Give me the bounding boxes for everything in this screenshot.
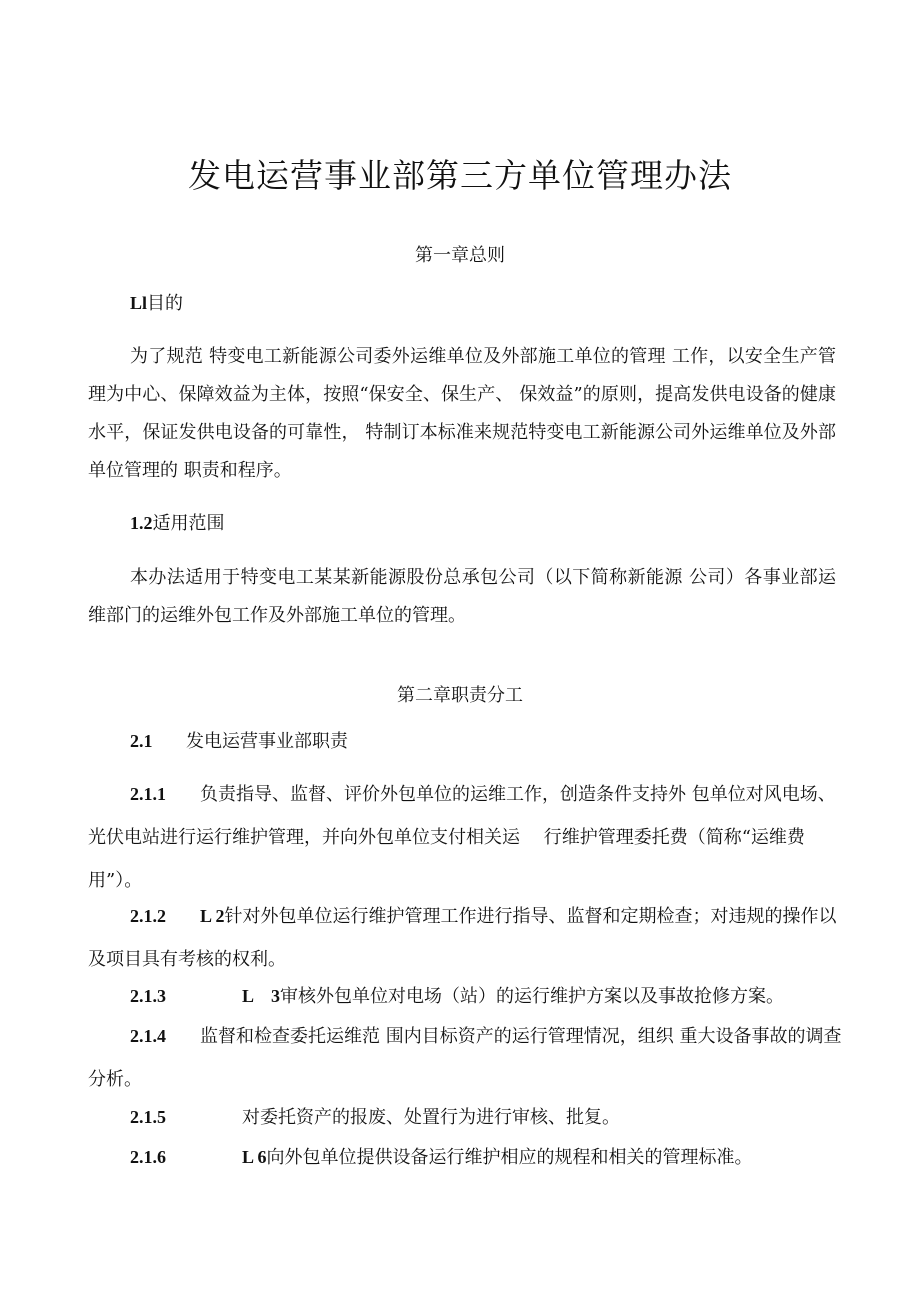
- section-label: 目的: [147, 293, 184, 314]
- clause-text: 向外包单位提供设备运行维护相应的规程和相关的管理标准。: [266, 1147, 753, 1168]
- clause-number: 2.1.1: [130, 784, 166, 804]
- clause-text: 监督和检查委托运维范 围内目标资产的运行管理情况，组织 重大设备事故的调查分析。: [88, 1026, 842, 1090]
- document-title: 发电运营事业部第三方单位管理办法: [188, 156, 732, 195]
- section-number: Ll: [130, 293, 148, 313]
- section-number: 2.1: [130, 731, 153, 751]
- clause-text: 负责指导、监督、评价外包单位的运维工作，创造条件支持外 包单位对风电场、光伏电站进行运行维护管理，并向外包单位支付相关运 行维护管理委托费（简称“运维费用”）。: [88, 784, 836, 891]
- clause-text: 针对外包单位运行维护管理工作进行指导、监督和定期检查；对违规的操作以及项目具有考核的权利。: [88, 906, 837, 970]
- clause-number: 2.1.2: [130, 906, 166, 926]
- section-1-2-paragraph: 本办法适用于特变电工某某新能源股份总承包公司（以下简称新能源 公司）各事业部运维部门的运维外包工作及外部施工单位的管理。: [88, 567, 836, 626]
- chapter-1-heading: 第一章总则: [415, 245, 505, 266]
- clause-2-1-5: [88, 1096, 848, 1139]
- section-label: 适用范围: [152, 513, 225, 534]
- clause-number: 2.1.4: [130, 1026, 166, 1046]
- clause-subnumber: L 6: [242, 1147, 267, 1167]
- clause-subnumber: L 3: [242, 986, 281, 1006]
- clause-text: 对委托资产的报废、处置行为进行审核、批复。: [242, 1107, 620, 1128]
- section-2-1-heading: [130, 728, 348, 755]
- clause-number: 2.1.6: [130, 1147, 166, 1167]
- chapter-2-heading: 第二章职责分工: [397, 685, 523, 706]
- section-1-1-paragraph: 为了规范 特变电工新能源公司委外运维单位及外部施工单位的管理 工作，以安全生产管理为中心、保障效益为主体，按照“保安全、保生产、 保效益”的原则，提高发供电设备的健康水平，保证发供电设备的可靠性， 特制订本标准来规范特变电工新能源公司外运维单位及外部单位管理的 职责和程序。: [88, 346, 836, 481]
- section-number: 1.2: [130, 513, 153, 533]
- clause-2-1-2: [88, 895, 848, 981]
- clause-number: 2.1.3: [130, 986, 166, 1006]
- clause-subnumber: L 2: [200, 906, 225, 926]
- clause-2-1-3: [88, 975, 848, 1018]
- clause-2-1-6: [88, 1136, 848, 1179]
- clause-number: 2.1.5: [130, 1107, 166, 1127]
- clause-2-1-1: [88, 773, 848, 902]
- section-1-2-heading: [130, 510, 225, 537]
- section-1-1-heading: [130, 290, 183, 317]
- section-label: 发电运营事业部职责: [186, 731, 348, 752]
- clause-2-1-4: [88, 1015, 848, 1101]
- clause-text: 审核外包单位对电场（站）的运行维护方案以及事故抢修方案。: [280, 986, 785, 1007]
